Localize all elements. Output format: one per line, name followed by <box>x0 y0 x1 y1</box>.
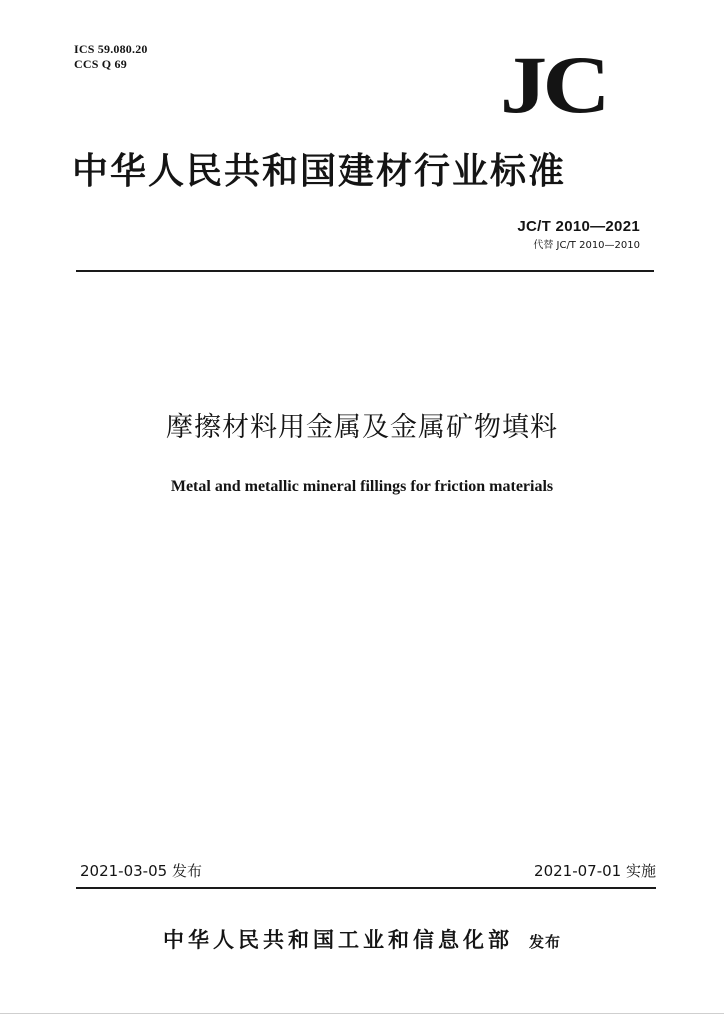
ccs-code: CCS Q 69 <box>74 57 127 71</box>
publisher-organization: 中华人民共和国工业和信息化部 <box>162 928 513 952</box>
jc-logo: JC <box>500 39 607 130</box>
publisher-line <box>0 924 724 954</box>
issue-date: 2021-03-05 发布 <box>80 862 202 880</box>
publish-label: 发布 <box>528 933 561 951</box>
replaces-standard: 代替 JC/T 2010—2010 <box>533 240 640 251</box>
implementation-date: 2021-07-01 实施 <box>534 862 656 880</box>
classification-codes <box>74 42 148 72</box>
footer-divider <box>76 887 656 889</box>
standard-number-block <box>517 218 640 254</box>
document-title-chinese: 摩擦材料用金属及金属矿物填料 <box>166 412 558 443</box>
standard-number: JC/T 2010—2021 <box>517 218 640 235</box>
header-divider <box>76 270 654 272</box>
page-bottom-edge <box>0 1013 724 1014</box>
document-title-english: Metal and metallic mineral fillings for friction materials <box>170 478 554 495</box>
agency-title: 中华人民共和国建材行业标准 <box>72 151 567 192</box>
ics-code: ICS 59.080.20 <box>74 42 148 56</box>
